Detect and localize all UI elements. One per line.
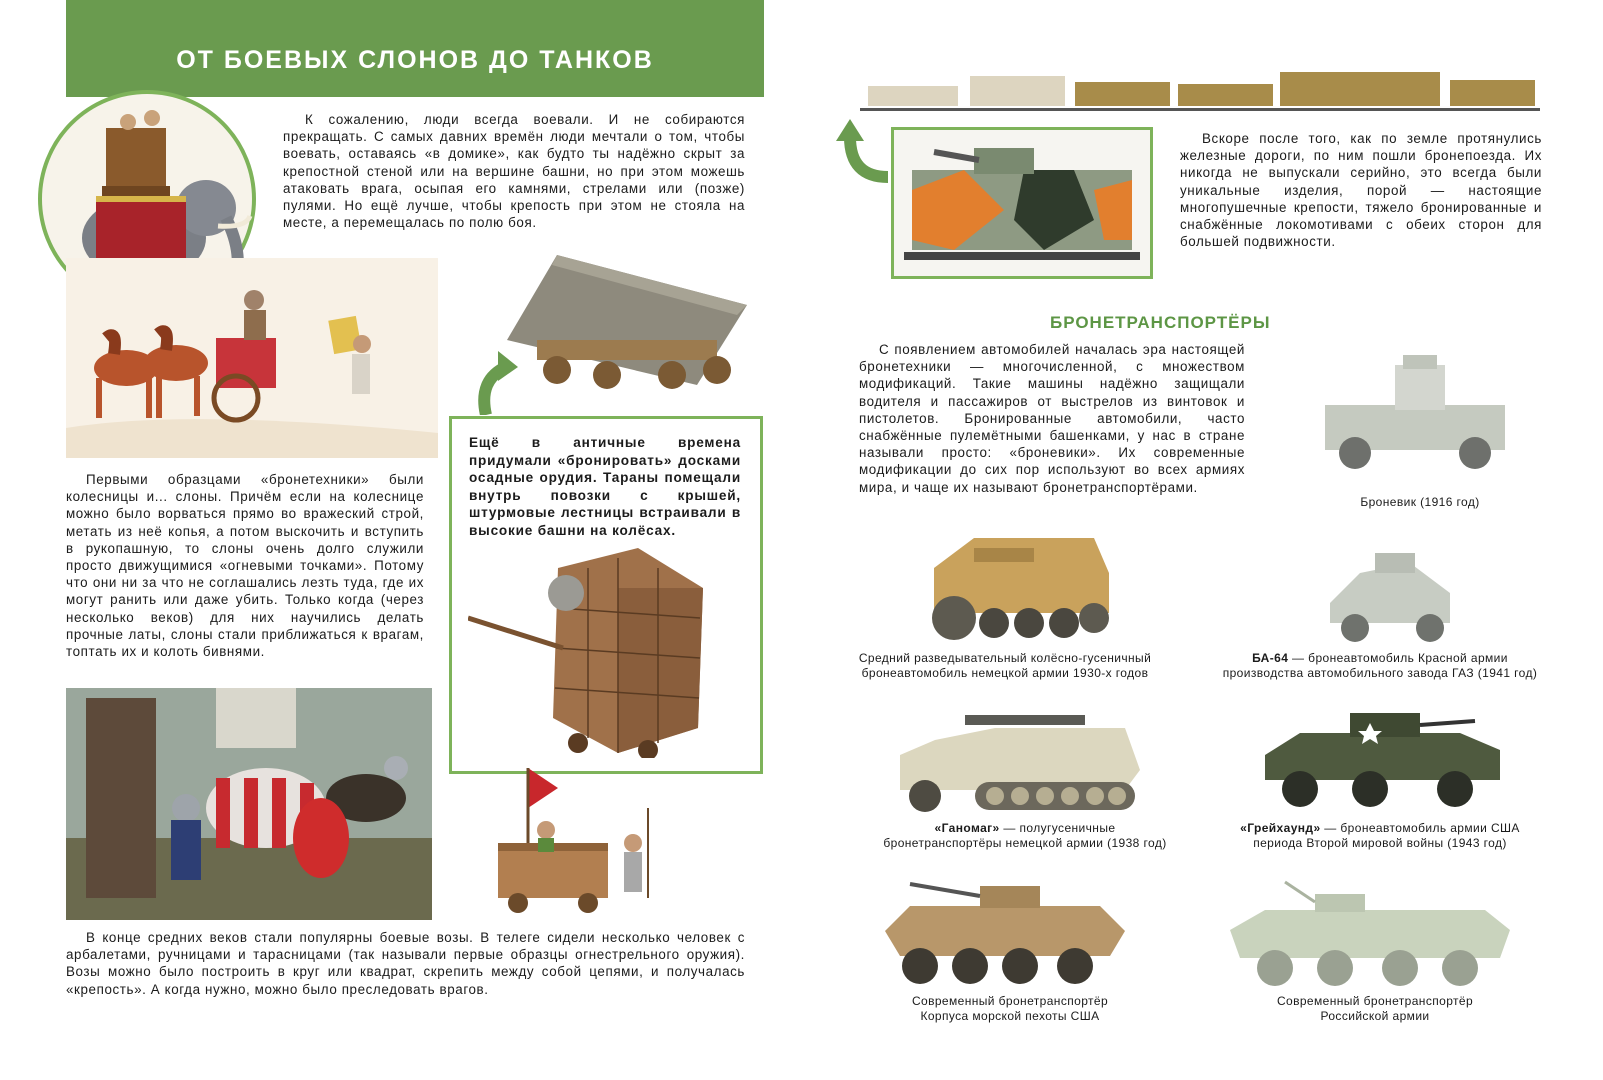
caption-recon-vehicle: Средний разведывательный колёсно-гусеничный бронеавтомобиль немецкой армии 1930-х годов bbox=[858, 651, 1152, 680]
siege-tower-illustration bbox=[468, 548, 738, 758]
caption-ba64: БА-64 — бронеавтомобиль Красной армии производства автомобильного завода ГАЗ (1941 год) bbox=[1222, 651, 1538, 680]
greyhound-illustration bbox=[1260, 705, 1510, 815]
intro-paragraph: К сожалению, люди всегда воевали. И не собираются прекращать. С самых давних времён люди мечтали о том, чтобы воевать, оставаясь «в домике», как будто ты надёжно скрыт за крепостной стеной или на вершине башни, но при этом можешь атаковать врага, осыпая его камнями, стрелами или (позже) пулями. Но ещё лучше, чтобы крепость при этом не стояла на месте, а перемещалась по полю боя. bbox=[283, 112, 745, 231]
caption-greyhound: «Грейхаунд» — бронеавтомобиль армии США периода Второй мировой войны (1943 год) bbox=[1240, 821, 1520, 850]
armored-trains-strip bbox=[860, 64, 1540, 114]
bronevik-illustration bbox=[1315, 355, 1515, 480]
page-title: ОТ БОЕВЫХ СЛОНОВ ДО ТАНКОВ bbox=[176, 46, 654, 74]
caption-bronevik: Броневик (1916 год) bbox=[1360, 495, 1480, 509]
curved-arrow-icon bbox=[836, 115, 894, 185]
curved-arrow-icon bbox=[468, 345, 518, 415]
caption-hanomag: «Ганомаг» — полугусеничные бронетранспортёры немецкой армии (1938 год) bbox=[883, 821, 1167, 850]
caption-russian-apc: Современный бронетранспортёр Российской армии bbox=[1276, 994, 1474, 1023]
hanomag-illustration bbox=[895, 710, 1145, 815]
apc-paragraph: С появлением автомобилей началась эра настоящей бронетехники — многочисленной, с множеством модификаций. Такие машины надёжно защищали водителя и пассажиров от выстрелов из винтовок и пистолетов. Бронированные автомобили, часто снабжённые пулемётными башенками, у нас в стране называли просто: «броневики». Их современные модификации до сих пор используют во всех армиях мира, и чаще их называют бронетранспортёрами. bbox=[859, 342, 1245, 495]
callout-text: Ещё в античные времена придумали «бронировать» досками осадные орудия. Тараны помещали внутрь повозки с крышей, штурмовые лестницы встраивали в высокие башни на колёсах. bbox=[469, 435, 741, 538]
usmc-apc-illustration bbox=[880, 876, 1130, 991]
medieval-battle-illustration bbox=[66, 688, 432, 920]
armored-railcar-photo bbox=[891, 127, 1153, 279]
chariots-paragraph: Первыми образцами «бронетехники» были колесницы и... слоны. Причём если на колесницe можно было ворваться прямо во вражеский строй, метать из неё копья, а потом выскочить и вступить в рукопашную, то слоны очень долго служили просто движущимися «огневыми точками». Потому что они ни за что не соглашались лезть туда, где их могут ранить или даже убить. Только когда (через несколько веков) для них научились делать прочные латы, слоны стали приближаться к врагам, топтать их и колоть бивнями. bbox=[66, 472, 424, 660]
war-wagon-illustration bbox=[488, 768, 678, 916]
apc-section-title: БРОНЕТРАНСПОРТЁРЫ bbox=[1050, 313, 1271, 332]
battering-ram-illustration bbox=[497, 245, 757, 390]
caption-usmc-apc: Современный бронетранспортёр Корпуса морской пехоты США bbox=[911, 994, 1109, 1023]
war-wagons-paragraph: В конце средних веков стали популярны боевые возы. В телеге сидели несколько человек с арбалетами, ручницами и тарасницами (так называли первые образцы огнестрельного оружия). Возы можно было построить в круг или квадрат, скрепить между собой цепями, и получалась «крепость». А когда нужно, можно было преследовать врагов. bbox=[66, 930, 745, 997]
chariot-illustration bbox=[66, 258, 438, 458]
ba64-illustration bbox=[1320, 548, 1460, 648]
recon-vehicle-illustration bbox=[914, 528, 1114, 648]
armored-trains-paragraph: Вскоре после того, как по земле протянулись железные дороги, по ним пошли бронепоезда. Их никогда не выпускали серийно, это всегда были уникальные изделия, порой — настоящие многопушечные крепости, тяжело бронированные и снабжённые локомотивами с обеих сторон для большей подвижности. bbox=[1180, 131, 1542, 250]
russian-apc-illustration bbox=[1225, 880, 1515, 990]
